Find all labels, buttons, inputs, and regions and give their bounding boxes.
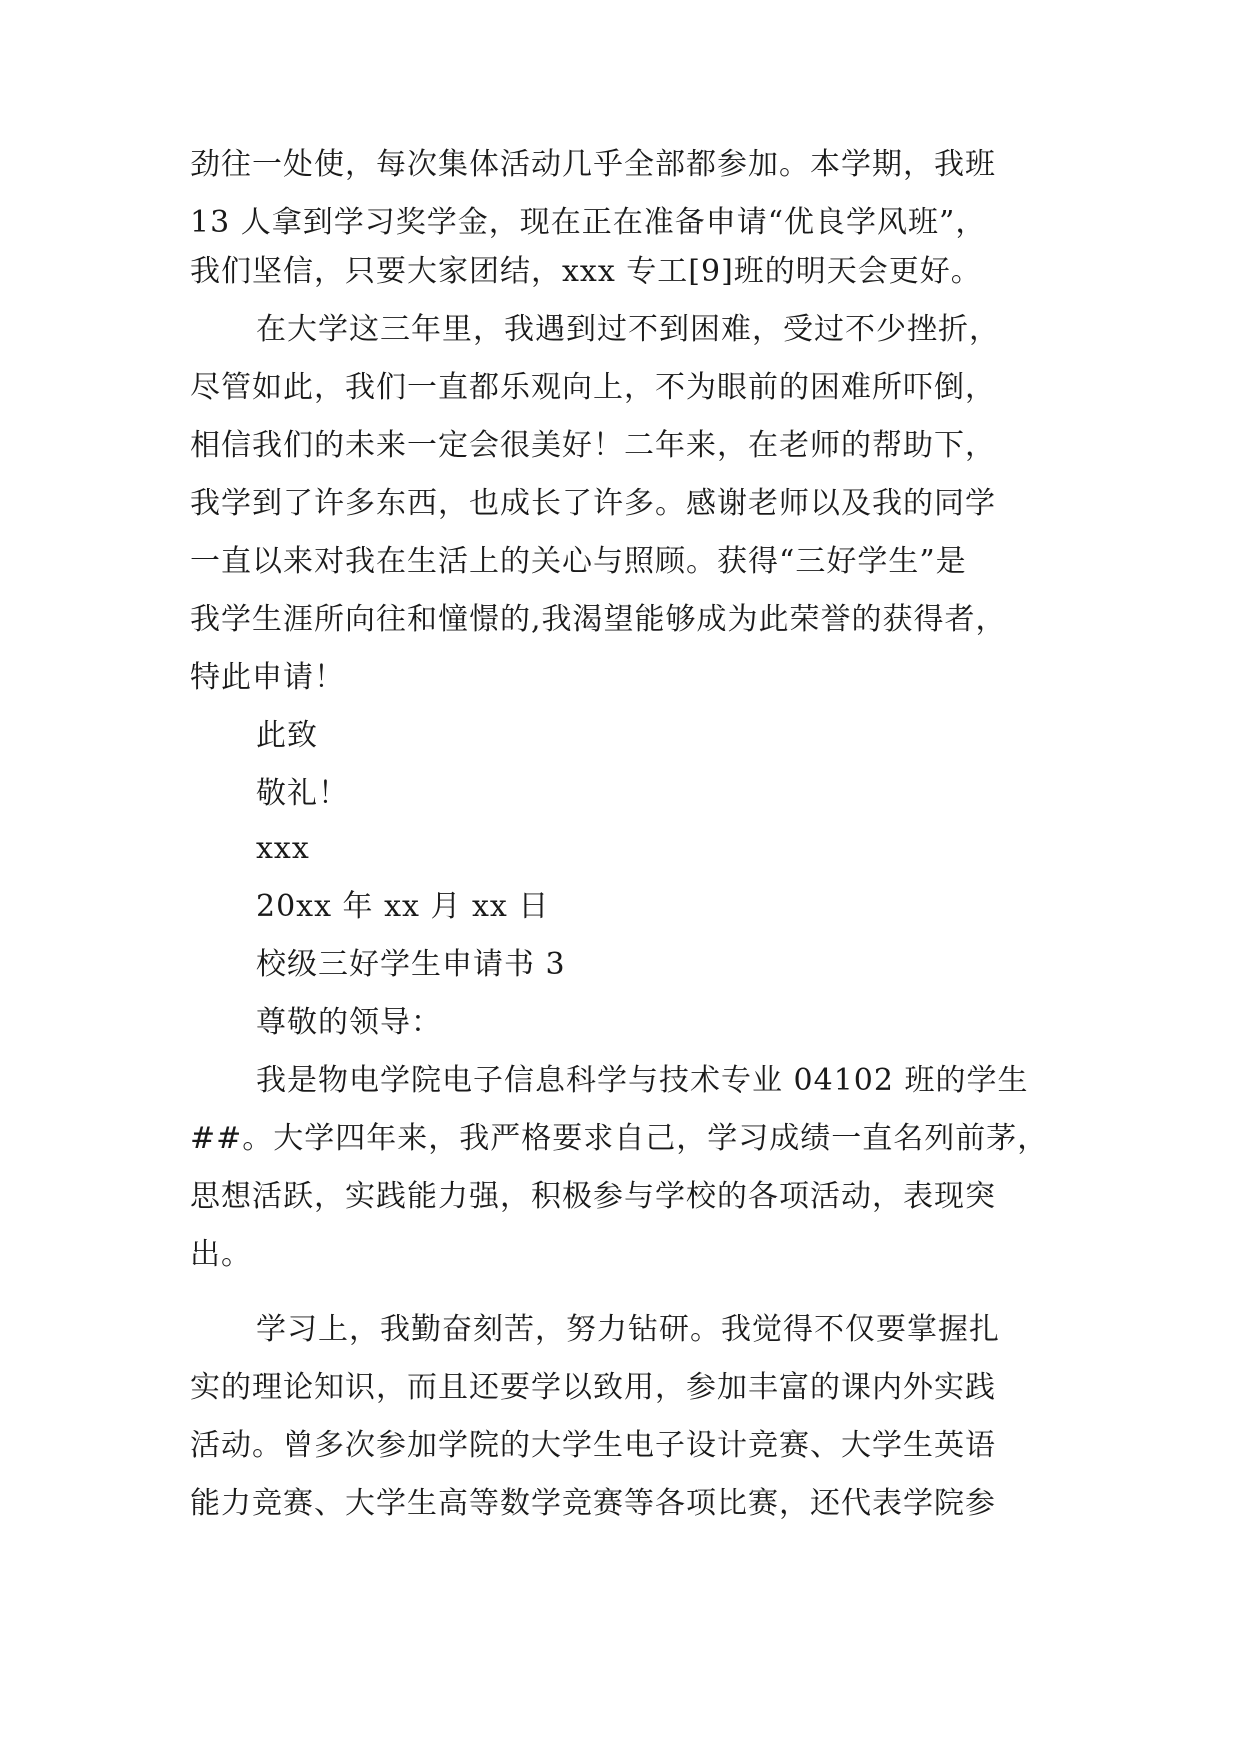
text-line: 我们坚信，只要大家团结，xxx 专工[9]班的明天会更好。 <box>190 254 982 289</box>
text-line: ##。大学四年来，我严格要求自己，学习成绩一直名列前茅， <box>190 1121 1049 1156</box>
text-line: 13 人拿到学习奖学金，现在正在准备申请“优良学风班”， <box>190 205 987 240</box>
text-line: 特此申请！ <box>190 660 345 695</box>
text-line: 学习上，我勤奋刻苦，努力钻研。我觉得不仅要掌握扎 <box>256 1312 1000 1347</box>
signature-name: xxx <box>256 831 310 866</box>
text-line: 在大学这三年里，我遇到过不到困难，受过不少挫折， <box>256 312 1000 347</box>
salutation: 敬礼！ <box>256 776 349 811</box>
text-line: 我学到了许多东西，也成长了许多。感谢老师以及我的同学 <box>190 486 996 521</box>
text-line: 一直以来对我在生活上的关心与照顾。获得“三好学生”是 <box>190 544 967 579</box>
signature-date: 20xx 年 xx 月 xx 日 <box>256 889 550 924</box>
text-line: 能力竞赛、大学生高等数学竞赛等各项比赛，还代表学院参 <box>190 1486 996 1521</box>
text-line: 劲往一处使，每次集体活动几乎全部都参加。本学期，我班 <box>190 147 996 182</box>
text-line: 我是物电学院电子信息科学与技术专业 04102 班的学生 <box>256 1063 1029 1098</box>
salutation: 此致 <box>256 718 318 753</box>
greeting: 尊敬的领导： <box>256 1005 442 1040</box>
text-line: 相信我们的未来一定会很美好！二年来，在老师的帮助下， <box>190 428 996 463</box>
text-line: 出。 <box>190 1237 252 1272</box>
text-line: 实的理论知识，而且还要学以致用，参加丰富的课内外实践 <box>190 1370 996 1405</box>
text-line: 活动。曾多次参加学院的大学生电子设计竞赛、大学生英语 <box>190 1428 996 1463</box>
section-title: 校级三好学生申请书 3 <box>256 947 566 982</box>
text-line: 我学生涯所向往和憧憬的,我渴望能够成为此荣誉的获得者， <box>190 602 1007 637</box>
text-line: 思想活跃，实践能力强，积极参与学校的各项活动，表现突 <box>190 1179 996 1214</box>
text-line: 尽管如此，我们一直都乐观向上，不为眼前的困难所吓倒， <box>190 370 996 405</box>
